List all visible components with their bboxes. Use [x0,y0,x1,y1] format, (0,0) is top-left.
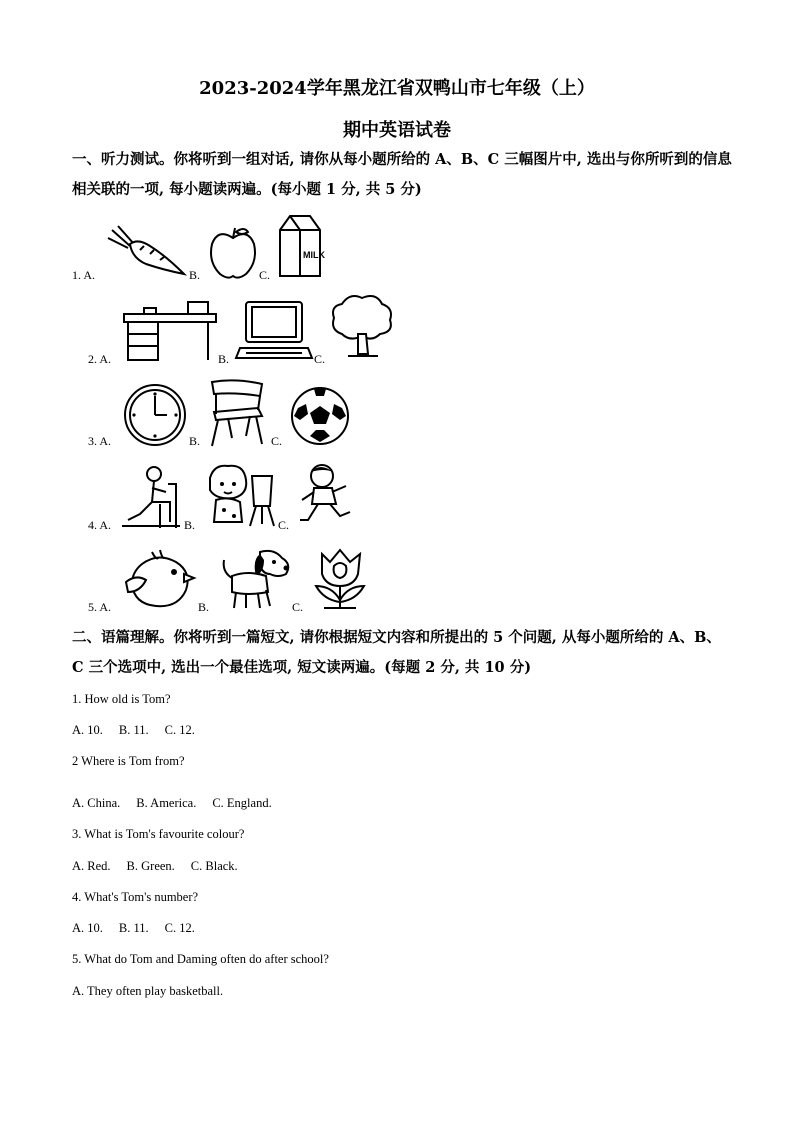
bird-icon [122,548,194,610]
q1-label-a: 1. A. [72,268,96,282]
option-c[interactable]: C. 12. [164,921,195,935]
clock-icon [122,382,188,448]
apple-icon [208,226,258,280]
q3-label-b: B. [189,434,201,448]
option-b[interactable]: B. Green. [126,859,175,873]
q3-label-c: C. [271,434,283,448]
option-a[interactable]: A. Red. [72,859,111,873]
question-5: 5. What do Tom and Daming often do after school? [72,952,329,966]
soccer-ball-icon [290,386,350,446]
q1-label-b: B. [189,268,201,282]
desk-icon [122,300,218,362]
q4-label-b: B. [184,518,196,532]
chair-icon [206,378,268,448]
person-sitting-icon [120,464,182,530]
svg-text:MILK: MILK [303,250,325,260]
dog-icon [218,546,292,612]
section1-instructions: 一、听力测试。你将听到一组对话, 请你从每小题所给的 A、B、C 三幅图片中, 选出与你所听到的信息相关联的一项, 每小题读两遍。(每小题 1 分, 共 5 分) [72,151,732,198]
option-c[interactable]: C. England. [212,796,272,810]
question-1: 1. How old is Tom? [72,692,171,706]
page-title: 2023-2024学年黑龙江省双鸭山市七年级（上） [199,78,595,99]
q3-label-a: 3. A. [88,434,112,448]
option-c[interactable]: C. Black. [190,859,238,873]
option-a[interactable]: A. 10. [72,921,103,935]
q4-label-c: C. [278,518,290,532]
computer-icon [236,300,312,362]
q4-label-a: 4. A. [88,518,112,532]
tree-icon [328,292,396,360]
question-4-options [72,921,211,936]
option-a[interactable]: A. 10. [72,723,103,737]
option-b[interactable]: B. 11. [118,723,149,737]
question-5-options [72,984,239,999]
question-4: 4. What's Tom's number? [72,890,199,904]
option-c[interactable]: C. 12. [164,723,195,737]
q5-label-b: B. [198,600,210,614]
option-b[interactable]: B. America. [136,796,197,810]
option-b[interactable]: B. 11. [118,921,149,935]
q2-label-c: C. [314,352,326,366]
carrot-icon [104,224,188,278]
question-2: 2 Where is Tom from? [72,754,185,768]
q1-label-c: C. [259,268,271,282]
boy-running-icon [298,462,352,528]
option-a[interactable]: A. They often play basketball. [72,984,224,998]
q5-label-a: 5. A. [88,600,112,614]
option-a[interactable]: A. China. [72,796,121,810]
section2-instructions: 二、语篇理解。你将听到一篇短文, 请你根据短文内容和所提出的 5 个问题, 从每小题所给的 A、B、C 三个选项中, 选出一个最佳选项, 短文读两遍。(每题 2 分, 共 10 分) [72,629,721,676]
question-2-options [72,796,288,811]
q2-label-b: B. [218,352,230,366]
flower-icon [310,546,372,612]
q5-label-c: C. [292,600,304,614]
milk-carton-icon [276,212,324,280]
q2-label-a: 2. A. [88,352,112,366]
question-1-options [72,723,211,738]
girl-painting-icon [204,462,276,528]
page-subtitle: 期中英语试卷 [343,120,451,141]
question-3: 3. What is Tom's favourite colour? [72,827,245,841]
question-3-options [72,859,254,874]
